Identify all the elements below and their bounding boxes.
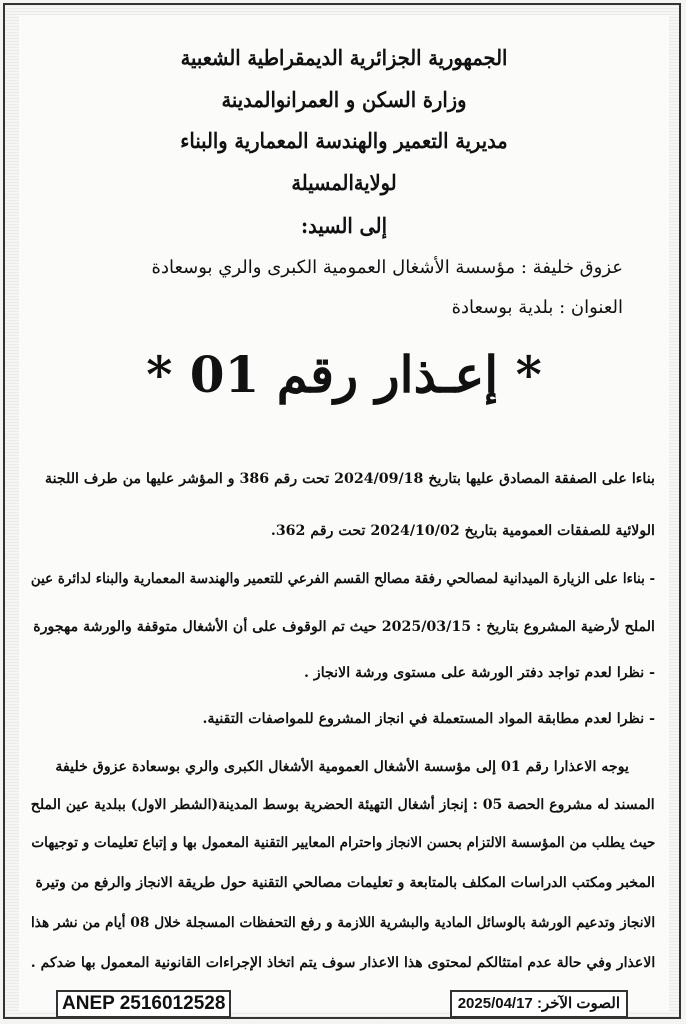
paragraph-2-line-2: الملح لأرضية المشروع بتاريخ : 2025/03/15 حيث تم الوقوف على أن الأشغال متوقفة والورشة مهجورة [33, 619, 655, 635]
title-block [19, 345, 669, 404]
paragraph-5-line-3: حيث يطلب من المؤسسة الالتزام بحسن الانجاز واحترام المعايير التقنية المعمول بها و إتباع تعليمات و توجيهات [30, 835, 655, 851]
document-title: * إعـذار رقم 01 * [146, 345, 542, 404]
paragraph-5-line-6: الاعذار وفي حالة عدم امتثالكم لمحتوى هذا الاعذار سوف يتم اتخاذ الإجراءات القانونية المعمول بها ضدكم . [30, 955, 655, 971]
header-to: إلى السيد: [301, 213, 387, 238]
paragraph-2-line-1: - بناءا على الزيارة الميدانية لمصالحي رفقة مصالح القسم الفرعي للتعمير والهندسة المعمارية والبناء لدائرة عين [30, 571, 655, 587]
header-directorate: مديرية التعمير والهندسة المعمارية والبناء [180, 128, 508, 153]
paragraph-5-line-2: المسند له مشروع الحصة 05 : إنجاز أشغال التهيئة الحضرية بوسط المدينة(الشطر الاول) ببلدية عين الملح [31, 797, 655, 813]
header-ministry: وزارة السكن و العمرانوالمدينة [221, 87, 467, 112]
paragraph-1-line-1: بناءا على الصفقة المصادق عليها بتاريخ 2024/09/18 تحت رقم 386 و المؤشر عليها من طرف اللجنة [44, 471, 655, 487]
header-wilaya: لولايةالمسيلة [291, 170, 397, 195]
newspaper-source-date: الصوت الآخر: 2025/04/17 [450, 990, 628, 1018]
addressee-name: عزوق خليفة : مؤسسة الأشغال العمومية الكبرى والري بوسعادة [151, 257, 623, 278]
paragraph-5-line-5: الانجاز وتدعيم الورشة بالوسائل المادية والبشرية اللازمة و رفع التحفظات المسجلة خلال 08 أيام من نشر هذا [30, 915, 655, 931]
paragraph-5-line-1: يوجه الاعذارا رقم 01 إلى مؤسسة الأشغال العمومية الأشغال الكبرى والري بوسعادة عزوق خليفة [55, 759, 629, 775]
paragraph-3: - نظرا لعدم تواجد دفتر الورشة على مستوى ورشة الانجاز . [303, 665, 655, 681]
page-frame [3, 3, 681, 1019]
paragraph-5-line-4: المخبر ومكتب الدراسات المكلف بالمتابعة و تعليمات مصالحي التقنية حول طريقة الانجاز والرفع من وتيرة [35, 875, 655, 891]
document-body [19, 15, 669, 1011]
header-republic: الجمهورية الجزائرية الديمقراطية الشعبية [180, 45, 508, 70]
addressee-address: العنوان : بلدية بوسعادة [451, 297, 623, 318]
paragraph-4: - نظرا لعدم مطابقة المواد المستعملة في انجاز المشروع للمواصفات التقنية. [202, 711, 655, 727]
paragraph-1-line-2: الولائية للصفقات العمومية بتاريخ 2024/10/02 تحت رقم 362. [270, 523, 655, 539]
anep-reference: ANEP 2516012528 [56, 990, 231, 1018]
